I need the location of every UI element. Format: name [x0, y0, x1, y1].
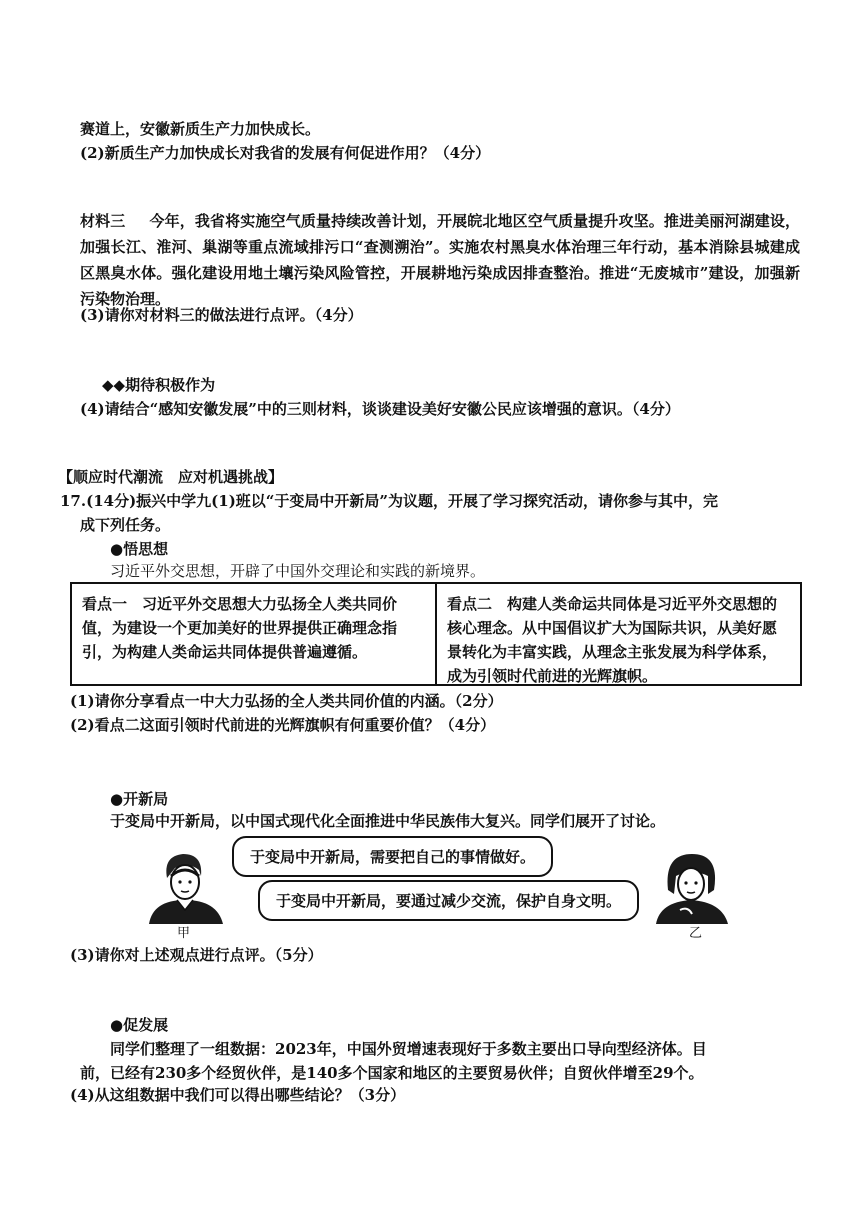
label-jia: 甲: [177, 926, 191, 941]
question-2b: (2)看点二这面引领时代前进的光辉旗帜有何重要价值？（4分）: [70, 716, 496, 734]
develop-heading: ●促发展: [110, 1016, 169, 1034]
new-intro: 于变局中开新局，以中国式现代化全面推进中华民族伟大复兴。同学们展开了讨论。: [110, 812, 666, 830]
material-three: [80, 208, 800, 312]
viewpoint-box: [70, 582, 802, 686]
new-heading: ●开新局: [110, 790, 169, 808]
text-line: 赛道上，安徽新质生产力加快成长。: [80, 120, 321, 138]
speech-bubble-yi: 于变局中开新局，要通过减少交流，保护自身文明。: [258, 880, 639, 921]
question-4b: (4)从这组数据中我们可以得出哪些结论？（3分）: [70, 1086, 406, 1104]
material-three-text: 今年，我省将实施空气质量持续改善计划，开展皖北地区空气质量提升攻坚。推进美丽河湖建设，加强长江、淮河、巢湖等重点流域排污口“查测溯治”。实施农村黑臭水体治理三年行动，基本消除县城建成区黑臭水体。强化建设用地土壤污染风险管控，开展耕地污染成因排查整治。推进“无废城市”建设，加强新污染物治理。: [80, 212, 800, 308]
section-heading: 【顺应时代潮流 应对机遇挑战】: [58, 468, 284, 486]
question-3b: (3)请你对上述观点进行点评。（5分）: [70, 946, 323, 964]
viewpoint-two: 看点二 构建人类命运共同体是习近平外交思想的核心理念。从中国倡议扩大为国际共识，从美好愿景转化为丰富实践，从理念主张发展为科学体系，成为引领时代前进的光辉旗帜。: [435, 584, 800, 684]
student-jia-figure: [145, 848, 227, 928]
question-2: (2)新质生产力加快成长对我省的发展有何促进作用？（4分）: [80, 144, 491, 162]
question-17-line2: 成下列任务。: [80, 516, 171, 534]
question-1: (1)请你分享看点一中大力弘扬的全人类共同价值的内涵。（2分）: [70, 692, 503, 710]
expect-heading: ◆◆期待积极作为: [102, 376, 216, 394]
develop-text-line2: 前，已经有230多个经贸伙伴，是140多个国家和地区的主要贸易伙伴；自贸伙伴增至29个。: [80, 1064, 704, 1082]
student-yi-figure: [650, 850, 732, 928]
thought-heading: ●悟思想: [110, 540, 169, 558]
question-3: (3)请你对材料三的做法进行点评。（4分）: [80, 306, 363, 324]
label-yi: 乙: [689, 926, 703, 941]
thought-intro: 习近平外交思想，开辟了中国外交理论和实践的新境界。: [110, 562, 486, 580]
speech-bubble-jia: 于变局中开新局，需要把自己的事情做好。: [232, 836, 553, 877]
question-17-line1: 17.(14分)振兴中学九(1)班以“于变局中开新局”为议题，开展了学习探究活动，请你参与其中，完: [60, 492, 719, 510]
viewpoint-one: 看点一 习近平外交思想大力弘扬全人类共同价值，为建设一个更加美好的世界提供正确理念指引，为构建人类命运共同体提供普遍遵循。: [82, 595, 398, 661]
material-three-label: 材料三: [80, 212, 126, 230]
develop-text-line1: 同学们整理了一组数据：2023年，中国外贸增速表现好于多数主要出口导向型经济体。目: [110, 1040, 707, 1058]
question-4: (4)请结合“感知安徽发展”中的三则材料，谈谈建设美好安徽公民应该增强的意识。（4分）: [80, 400, 680, 418]
